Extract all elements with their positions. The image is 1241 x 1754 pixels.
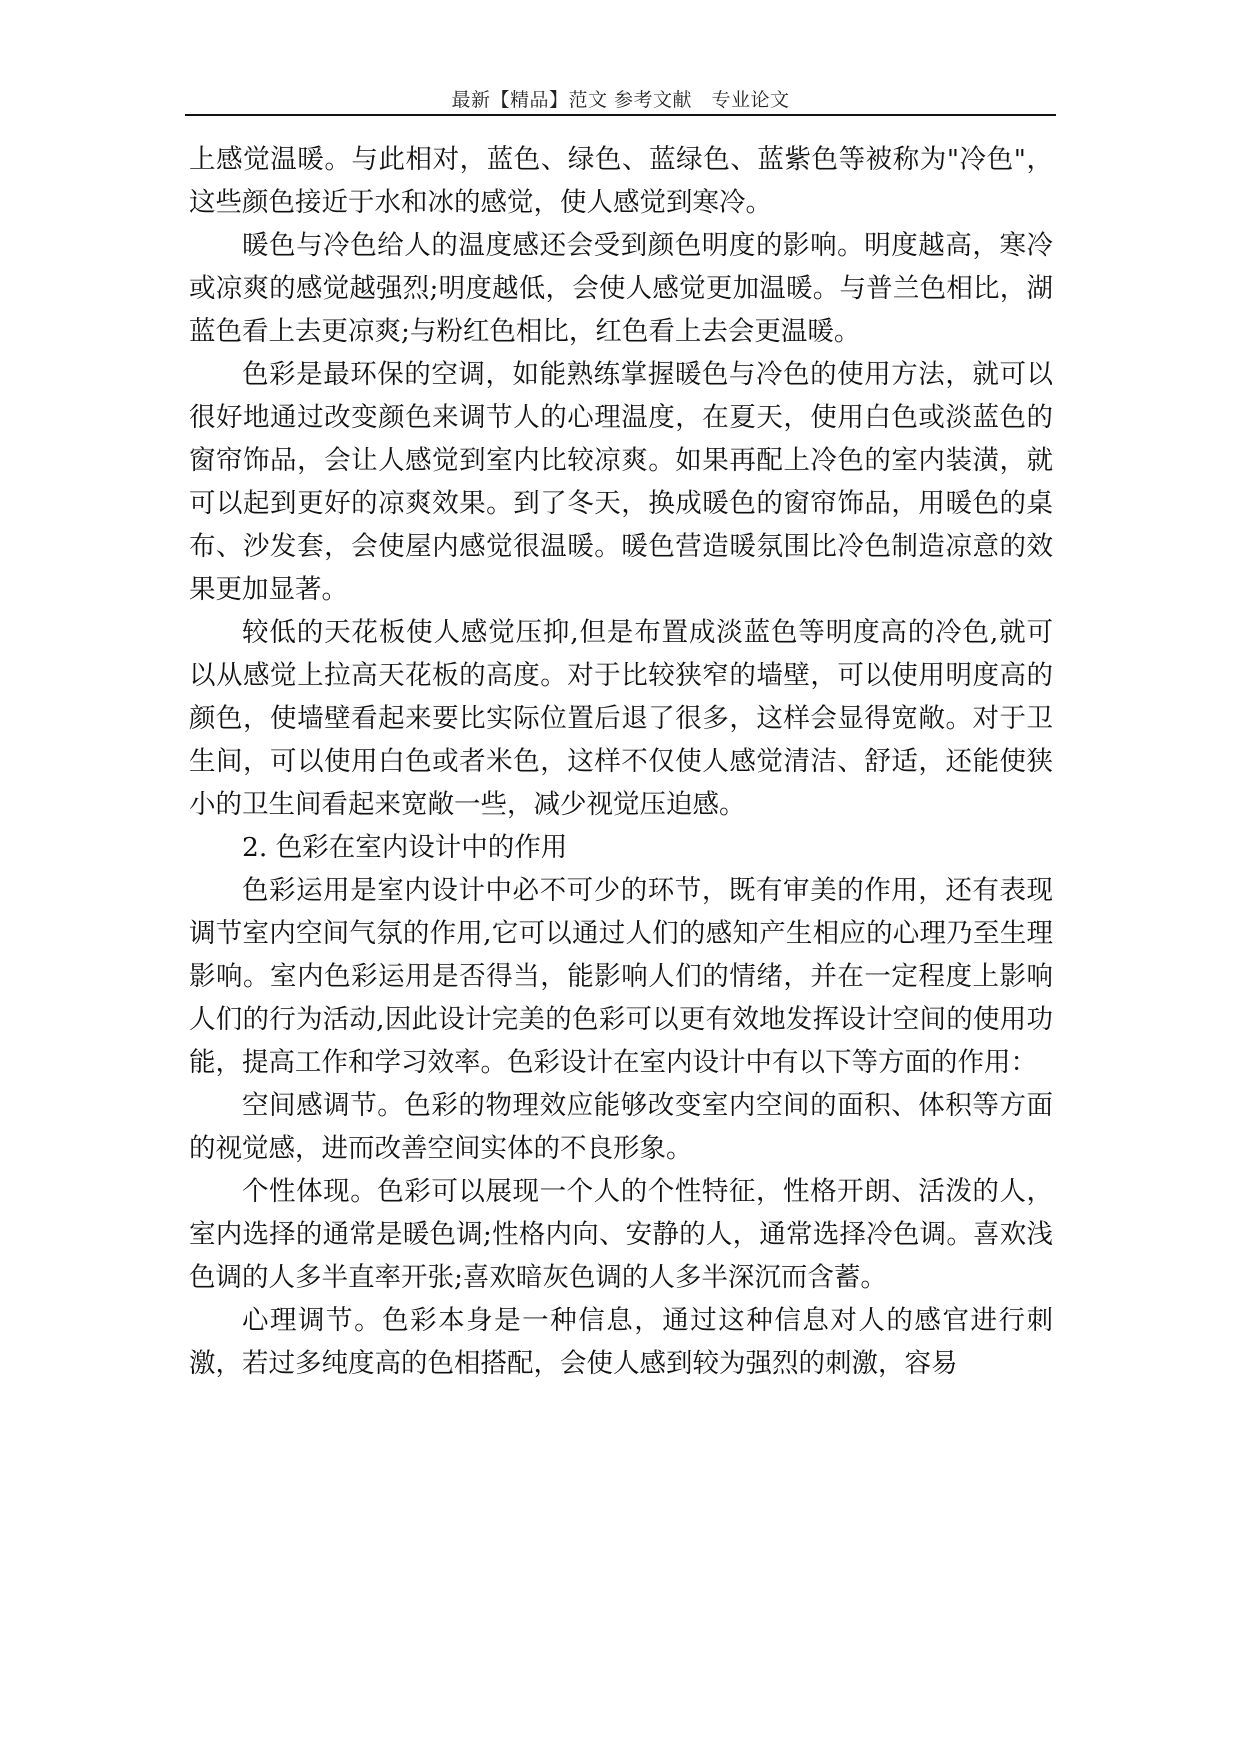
section-heading: 2. 色彩在室内设计中的作用 — [242, 832, 568, 863]
page-header: 最新【精品】范文 参考文献 专业论文 — [451, 89, 790, 111]
paragraph-color-air-conditioning: 色彩是最环保的空调，如能熟练掌握暖色与冷色的使用方法，就可以很好地通过改变颜色来调节人的心理温度，在夏天，使用白色或淡蓝色的窗帘饰品，会让人感觉到室内比较凉爽。如果再配上冷色的室内装潢，就可以起到更好的凉爽效果。到了冬天，换成暖色的窗帘饰品，用暖色的桌布、沙发套，会使屋内感觉很温暖。暖色营造暖氛围比冷色制造凉意的效果更加显著。 — [189, 359, 1053, 605]
header-rule — [185, 114, 1056, 116]
paragraph-continuation: 上感觉温暖。与此相对，蓝色、绿色、蓝绿色、蓝紫色等被称为"冷色"，这些颜色接近于水和冰的感觉，使人感觉到寒冷。 — [189, 144, 1053, 218]
paragraph-space-adjustment: 空间感调节。色彩的物理效应能够改变室内空间的面积、体积等方面的视觉感，进而改善空间实体的不良形象。 — [189, 1090, 1053, 1164]
body-text — [189, 138, 1053, 1385]
paragraph-color-role: 色彩运用是室内设计中必不可少的环节，既有审美的作用，还有表现调节室内空间气氛的作用,它可以通过人们的感知产生相应的心理乃至生理影响。室内色彩运用是否得当，能影响人们的情绪，并在一定程度上影响人们的行为活动,因此设计完美的色彩可以更有效地发挥设计空间的使用功能，提高工作和学习效率。色彩设计在室内设计中有以下等方面的作用： — [189, 875, 1053, 1078]
paragraph-brightness-temperature: 暖色与冷色给人的温度感还会受到颜色明度的影响。明度越高，寒冷或凉爽的感觉越强烈;明度越低，会使人感觉更加温暖。与普兰色相比，湖蓝色看上去更凉爽;与粉红色相比，红色看上去会更温暖。 — [189, 230, 1053, 347]
paragraph-psychological-adjustment: 心理调节。色彩本身是一种信息，通过这种信息对人的感官进行刺激，若过多纯度高的色相搭配，会使人感到较为强烈的刺激，容易 — [189, 1305, 1053, 1379]
paragraph-ceiling-and-walls: 较低的天花板使人感觉压抑,但是布置成淡蓝色等明度高的冷色,就可以从感觉上拉高天花板的高度。对于比较狭窄的墙壁，可以使用明度高的颜色，使墙壁看起来要比实际位置后退了很多，这样会显得宽敞。对于卫生间，可以使用白色或者米色，这样不仅使人感觉清洁、舒适，还能使狭小的卫生间看起来宽敞一些，减少视觉压迫感。 — [189, 617, 1053, 820]
paragraph-personality: 个性体现。色彩可以展现一个人的个性特征，性格开朗、活泼的人，室内选择的通常是暖色调;性格内向、安静的人，通常选择冷色调。喜欢浅色调的人多半直率开张;喜欢暗灰色调的人多半深沉而含蓄。 — [189, 1176, 1053, 1293]
